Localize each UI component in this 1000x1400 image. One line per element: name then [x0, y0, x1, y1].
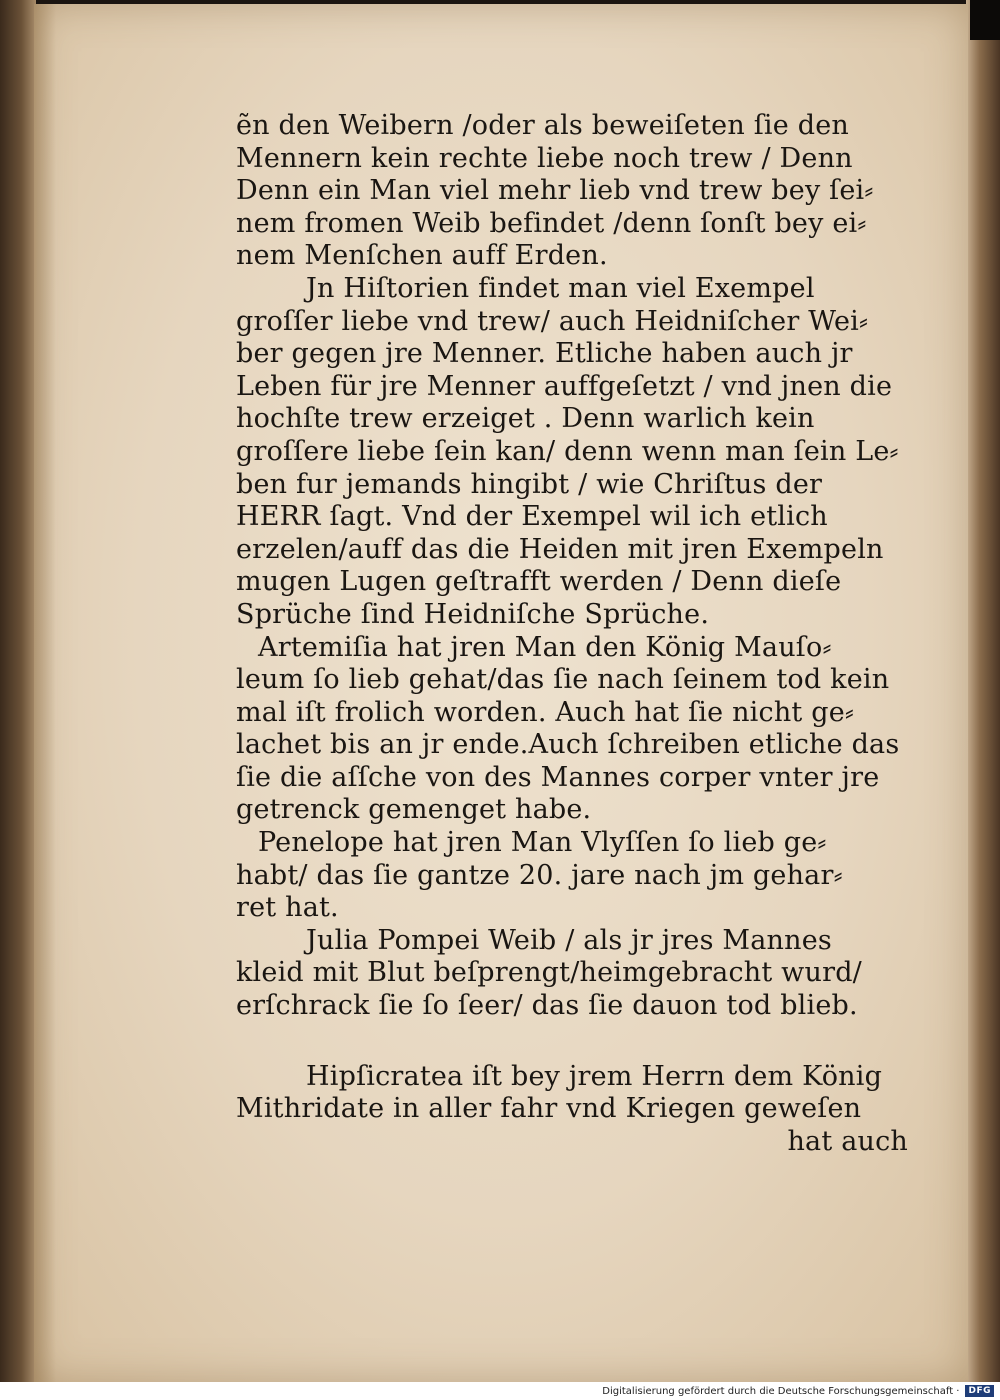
- text-line: Sprüche ſind Heidniſche Sprüche.: [236, 598, 710, 630]
- text-line: mugen Lugen geſtrafft werden / Denn dieſe: [236, 566, 842, 598]
- text-line: Jn Hiſtorien findet man viel Exempel: [306, 272, 815, 304]
- text-line: Hipſicratea iſt bey jrem Herrn dem König: [306, 1060, 883, 1092]
- footer-bar: [0, 1382, 1000, 1400]
- book-edge-right: [966, 0, 1000, 1382]
- text-line: Julia Pompei Weib / als jr jres Mannes: [306, 924, 832, 956]
- text-line: mal iſt frolich worden. Auch hat ſie nicht ge⸗: [236, 696, 855, 728]
- dfg-logo: DFG: [965, 1385, 994, 1397]
- book-spine: [970, 0, 1000, 40]
- book-edge-left: [0, 0, 36, 1382]
- text-line: Mennern kein rechte liebe noch trew / Denn: [236, 142, 853, 174]
- text-line: nem fromen Weib befindet /denn ſonſt bey ei⸗: [236, 207, 867, 239]
- text-line: HERR ſagt. Vnd der Exempel wil ich etlich: [236, 501, 828, 533]
- text-line: lachet bis an jr ende.Auch ſchreiben etliche das: [236, 729, 900, 761]
- text-line: Leben für jre Menner auffgeſetzt / vnd jnen die: [236, 370, 893, 402]
- text-line: Denn ein Man viel mehr lieb vnd trew bey ſei⸗: [236, 175, 874, 207]
- funding-credit: Digitalisierung gefördert durch die Deutsche Forschungsgemeinschaft ·: [602, 1385, 960, 1397]
- text-line: Artemiſia hat jren Man den König Mauſo⸗: [258, 631, 832, 663]
- text-line: erſchrack ſie ſo ſeer/ das ſie dauon tod blieb.: [236, 990, 858, 1022]
- text-line: ret hat.: [236, 892, 339, 924]
- paragraph-gap: [236, 1023, 916, 1061]
- page-text: [236, 110, 916, 1158]
- text-line: ẽn den Weibern /oder als beweiſeten ſie den: [236, 110, 849, 141]
- text-line: leum ſo lieb gehat/das ſie nach ſeinem tod kein: [236, 664, 890, 696]
- text-line: ber gegen jre Menner. Etliche haben auch jr: [236, 338, 853, 370]
- catchword: hat auch: [787, 1125, 908, 1157]
- text-line: groſſere liebe ſein kan/ denn wenn man ſein Le⸗: [236, 435, 899, 467]
- text-line: kleid mit Blut beſprengt/heimgebracht wurd/: [236, 957, 862, 989]
- text-line: ſie die aſſche von des Mannes corper vnter jre: [236, 761, 880, 793]
- text-line: nem Menſchen auff Erden.: [236, 240, 608, 272]
- text-line: ben fur jemands hingibt / wie Chriſtus der: [236, 468, 823, 500]
- text-line: Penelope hat jren Man Vlyſſen ſo lieb ge⸗: [258, 827, 827, 859]
- text-line: erzelen/auff das die Heiden mit jren Exempeln: [236, 533, 884, 565]
- text-line: groſſer liebe vnd trew/ auch Heidniſcher Wei⸗: [236, 305, 869, 337]
- text-line: Mithridate in aller fahr vnd Kriegen geweſen: [236, 1093, 862, 1125]
- text-line: habt/ das ſie gantze 20. jare nach jm gehar⸗: [236, 859, 843, 891]
- text-line: getrenck gemenget habe.: [236, 794, 592, 826]
- text-line: hochſte trew erzeiget . Denn warlich kein: [236, 403, 815, 435]
